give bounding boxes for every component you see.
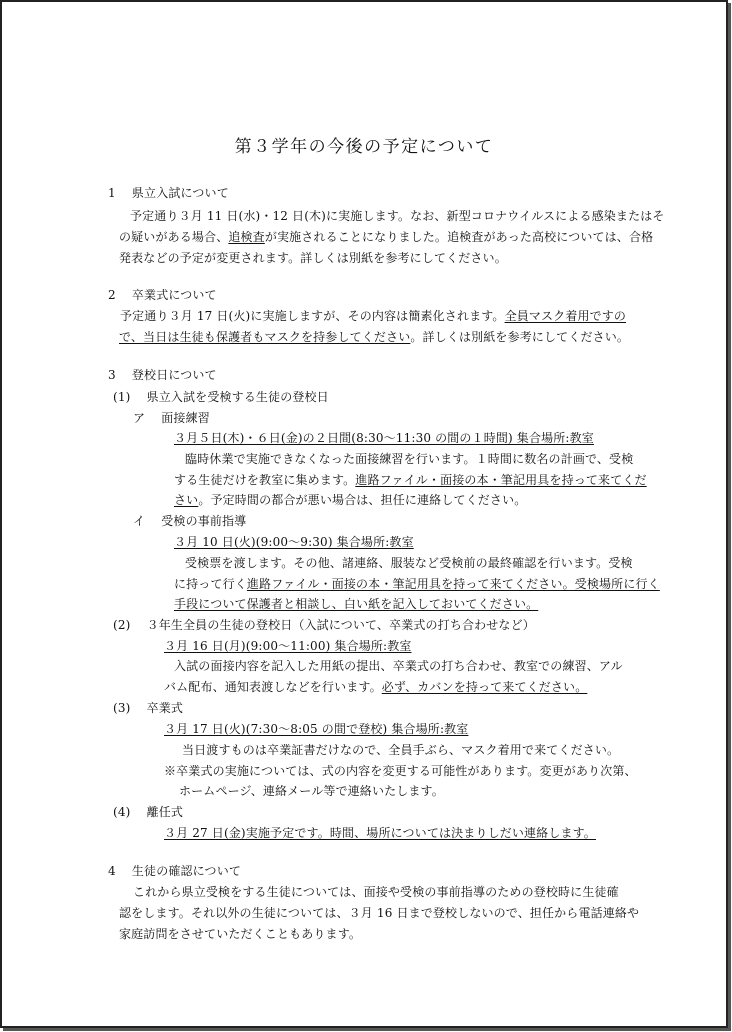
subsection-2-line-1: 入試の面接内容を記入した用紙の提出、卒業式の打ち合わせ、教室での練習、アル xyxy=(174,659,623,673)
subsection-3-note-1: ※卒業式の実施については、式の内容を変更する可能性があります。変更があり次第、 xyxy=(164,764,637,778)
subsection-4-line: ３月 27 日(金)実施予定です。時間、場所については決まりしだい連絡します。 xyxy=(164,826,596,840)
section-1-heading: 1 県立入試について xyxy=(108,186,229,200)
underline-text: さい xyxy=(174,493,199,507)
item-i-line-2: に持って行く進路ファイル・面接の本・筆記用具を持って来てください。受検場所に行く xyxy=(174,577,660,591)
section-2-line-2: で、当日は生徒も保護者もマスクを持参してください。詳しくは別紙を参考にしてください。 xyxy=(119,330,630,344)
item-i-line-3 xyxy=(174,597,538,612)
underline-text: 進路ファイル・面接の本・筆記用具を持って来てくだ xyxy=(355,473,647,487)
subsection-3-note-2: ホームページ、連絡メール等で連絡いたします。 xyxy=(179,784,444,798)
item-i-line-1: 受検票を渡します。その他、諸連絡、服装など受検前の最終確認を行います。受検 xyxy=(185,556,633,570)
item-a-line-2: する生徒だけを教室に集めます。進路ファイル・面接の本・筆記用具を持って来てくだ xyxy=(174,473,647,487)
section-4-heading: 4 生徒の確認について xyxy=(108,864,242,878)
section-2-heading: 2 卒業式について xyxy=(108,288,217,302)
section-3-heading: 3 登校日について xyxy=(108,368,217,382)
item-i-heading: イ 受検の事前指導 xyxy=(133,514,247,528)
section-2-line-1: 予定通り３月 17 日(火)に実施しますが、その内容は簡素化されます。全員マスク着用ですの xyxy=(120,309,627,323)
underline-text: 追検査 xyxy=(228,230,265,244)
section-1-line-1: 予定通り３月 11 日(水)・12 日(木)に実施します。なお、新型コロナウイルスによる感染またはそ xyxy=(130,209,665,223)
subsection-4-heading: (4) 離任式 xyxy=(113,805,184,819)
subsection-2-line-2: バム配布、通知表渡しなどを行います。必ず、カバンを持って来てください。 xyxy=(164,680,588,694)
section-4-line-3: 家庭訪問をさせていただくこともあります。 xyxy=(119,927,362,941)
subsection-1-heading: (1) 県立入試を受検する生徒の登校日 xyxy=(113,390,329,404)
page-title: 第３学年の今後の予定について xyxy=(234,137,494,157)
item-i-date: ３月 10 日(火)(9:00～9:30) 集合場所:教室 xyxy=(174,535,414,549)
subsection-3-date: ３月 17 日(火)(7:30～8:05 の間で登校) 集合場所:教室 xyxy=(164,722,469,736)
subsection-3-line-1: 当日渡すものは卒業証書だけなので、全員手ぶら、マスク着用で来てください。 xyxy=(182,743,620,757)
subsection-2-heading: (2) ３年生全員の生徒の登校日（入試について、卒業式の打ち合わせなど） xyxy=(113,618,535,632)
section-1-line-3: 発表などの予定が変更されます。詳しくは別紙を参考にしてください。 xyxy=(119,251,507,265)
item-a-line-1: 臨時休業で実施できなくなった面接練習を行います。１時間に数名の計画で、受検 xyxy=(185,452,634,466)
subsection-2-date: ３月 16 日(月)(9:00～11:00) 集合場所:教室 xyxy=(164,639,412,653)
item-a-heading: ア 面接練習 xyxy=(133,411,210,425)
underline-text: 必ず、カバンを持って来てください。 xyxy=(381,680,588,694)
item-a-date: ３月５日(木)・６日(金)の２日間(8:30～11:30 の間の１時間) 集合場所:教室 xyxy=(174,431,594,445)
item-a-line-3: さい。予定時間の都合が悪い場合は、担任に連絡してください。 xyxy=(174,493,527,507)
section-1-line-2: の疑いがある場合、追検査が実施されることになりました。追検査があった高校については、合格 xyxy=(119,230,654,244)
underline-text: 全員マスク着用ですの xyxy=(504,309,627,323)
underline-text: で、当日は生徒も保護者もマスクを持参してください xyxy=(119,330,411,344)
underline-text: 進路ファイル・面接の本・筆記用具を持って来てください。受検場所に行く xyxy=(246,577,660,591)
section-4-line-2: 認をします。それ以外の生徒については、３月 16 日まで登校しないので、担任から電話連絡や xyxy=(119,906,640,920)
subsection-3-heading: (3) 卒業式 xyxy=(113,701,184,715)
section-4-line-1: これから県立受検をする生徒については、面接や受検の事前指導のための登校時に生徒確 xyxy=(133,885,619,899)
underline-text: 手段について保護者と相談し、白い紙を記入しておいてください。 xyxy=(174,597,539,611)
